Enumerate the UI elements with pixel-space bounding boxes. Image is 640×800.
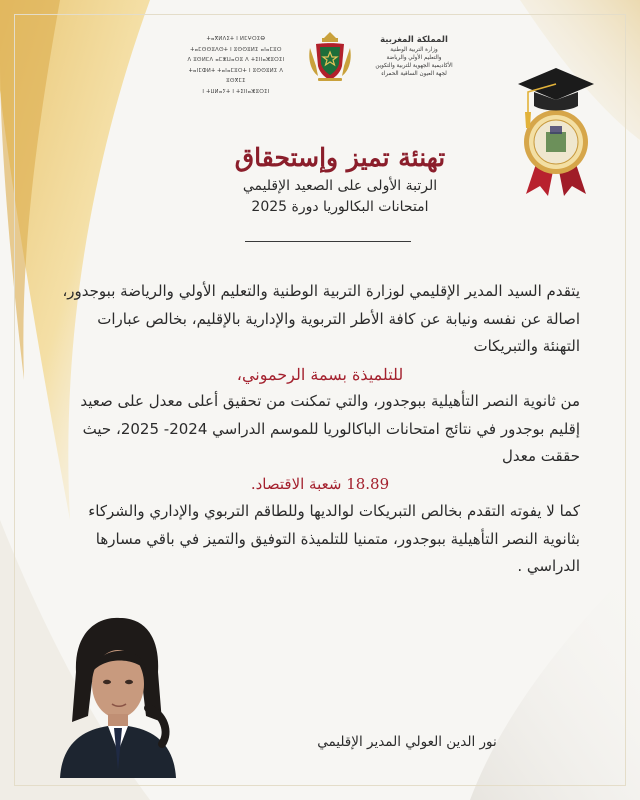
tifinagh-line: ⵜⴰⵎⵙⵙⵓⴷⵙⵜ ⵏ ⵓⵙⵙⵓⵍⵉ ⴰⵏⴰⵎⵓⵔ [190, 46, 282, 53]
kingdom-name: المملكة المغربية [380, 35, 448, 45]
ministry-line: والتعليم الأولي والرياضة [386, 55, 442, 61]
student-photo [52, 612, 184, 778]
ministry-line: الأكاديمية الجهوية للتربية والتكوين [375, 63, 453, 69]
congratulation-body [60, 278, 580, 581]
signature: نور الدين العولي المدير الإقليمي [317, 734, 497, 750]
title-block [140, 140, 540, 218]
tifinagh-line: ⴷ ⵓⵙⵍⵎⴷ ⴰⵎⵣⵡⴰⵔⵓ ⴷ ⵜⵉⵏⵏⴰⵣⵓⵔⵉⵏ [187, 57, 285, 63]
closing-paragraph: كما لا يفوته التقدم بخالص التبريكات لوالديها وللطاقم التربوي والإداري والشركاء بثانوية النصر التأهيلية ببوجدور، متمنيا للتلميذة التوفيق والتميز في باقي مسارها الدراسي . [88, 502, 580, 575]
rank-subtitle: الرتبة الأولى على الصعيد الإقليمي [242, 178, 438, 194]
exam-subtitle: امتحانات البكالوريا دورة 2025 [251, 199, 429, 215]
header-ministry [360, 34, 468, 78]
tifinagh-line: ⵜⴰⵏⵎⵀⵍⵜ ⵜⴰⵏⴰⵎⵓⵔⵜ ⵏ ⵓⵙⵙⵓⵍⵉ ⴷ ⵓⵙⴳⵎⵉ [188, 67, 284, 84]
title-divider [245, 241, 411, 242]
tifinagh-line: ⵏ ⵜⵡⵍⴰⵢⵜ ⵏ ⵜⵉⵏⵏⴰⵣⵓⵔⵉⵏ [202, 88, 270, 95]
intro-paragraph: يتقدم السيد المدير الإقليمي لوزارة التربية الوطنية والتعليم الأولي والرياضة ببوجدور، اصالة عن نفسه ونيابة عن كافة الأطر التربوية والإدارية بالإقليم، بخالص عبارات التهنئة والتبريكات [62, 282, 580, 355]
achievement-paragraph: من ثانوية النصر التأهيلية ببوجدور، والتي تمكنت من تحقيق أعلى معدل على صعيد إقليم بوجدور في نتائج امتحانات الباكالوريا للموسم الدراسي 2024- 2025، حيث حققت معدل [80, 392, 580, 465]
header-tifinagh [180, 34, 292, 97]
moroccan-coat-of-arms-icon [306, 30, 354, 82]
ministry-line: لجهة العيون الساقية الحمراء [381, 71, 447, 77]
student-name: للتلميذة بسمة الرحموني، [236, 364, 404, 384]
page-title: تهنئة تميز وإستحقاق [234, 143, 446, 172]
tifinagh-line: ⵜⴰⴳⵍⴷⵉⵜ ⵏ ⵍⵎⵖⵔⵉⴱ [206, 36, 266, 42]
score-line: 18.89 شعبة الاقتصاد. [250, 474, 390, 493]
ministry-line: وزارة التربية الوطنية [390, 47, 438, 53]
